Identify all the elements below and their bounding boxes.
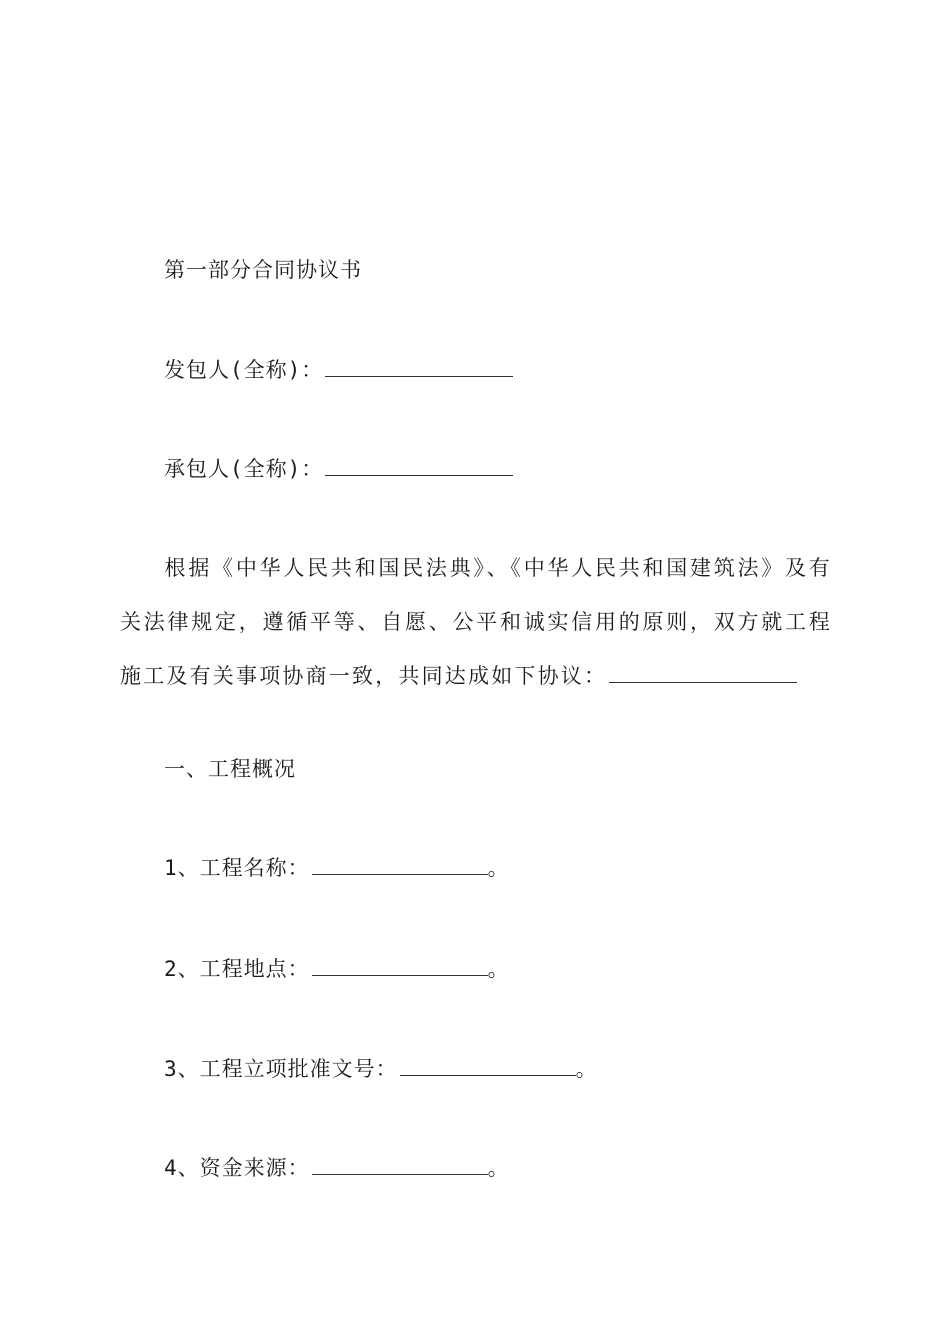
contractor-blank: [325, 457, 513, 476]
intro-paragraph: [120, 541, 832, 703]
contractor-line: [164, 456, 513, 482]
employer-blank: [325, 358, 513, 377]
item-label: 3、工程立项批准文号：: [164, 1057, 398, 1081]
item-approval-number: [164, 1056, 598, 1082]
item-suffix: 。: [487, 1156, 510, 1180]
item-label: 2、工程地点：: [164, 957, 310, 981]
employer-line: [164, 357, 513, 383]
section-title-text: 一、工程概况: [164, 757, 296, 781]
contractor-label: 承包人(全称)：: [164, 457, 324, 481]
item-suffix: 。: [487, 957, 510, 981]
item-label: 1、工程名称：: [164, 856, 310, 880]
item-funding-source: [164, 1155, 510, 1181]
item-blank: [312, 957, 488, 976]
item-project-location: [164, 956, 510, 982]
item-label: 4、资金来源：: [164, 1156, 310, 1180]
heading-text: 第一部分合同协议书: [164, 258, 362, 282]
item-blank: [400, 1057, 576, 1076]
item-project-name: [164, 855, 510, 881]
item-blank: [312, 856, 488, 875]
document-heading: [164, 257, 362, 283]
item-suffix: 。: [575, 1057, 598, 1081]
intro-text: 根据《中华人民共和国民法典》、《中华人民共和国建筑法》及有关法律规定，遵循平等、自愿、公平和诚实信用的原则，双方就工程施工及有关事项协商一致，共同达成如下协议：: [120, 556, 832, 688]
intro-blank: [609, 664, 797, 683]
employer-label: 发包人(全称)：: [164, 358, 324, 382]
item-blank: [312, 1156, 488, 1175]
section-title: [164, 756, 296, 782]
item-suffix: 。: [487, 856, 510, 880]
